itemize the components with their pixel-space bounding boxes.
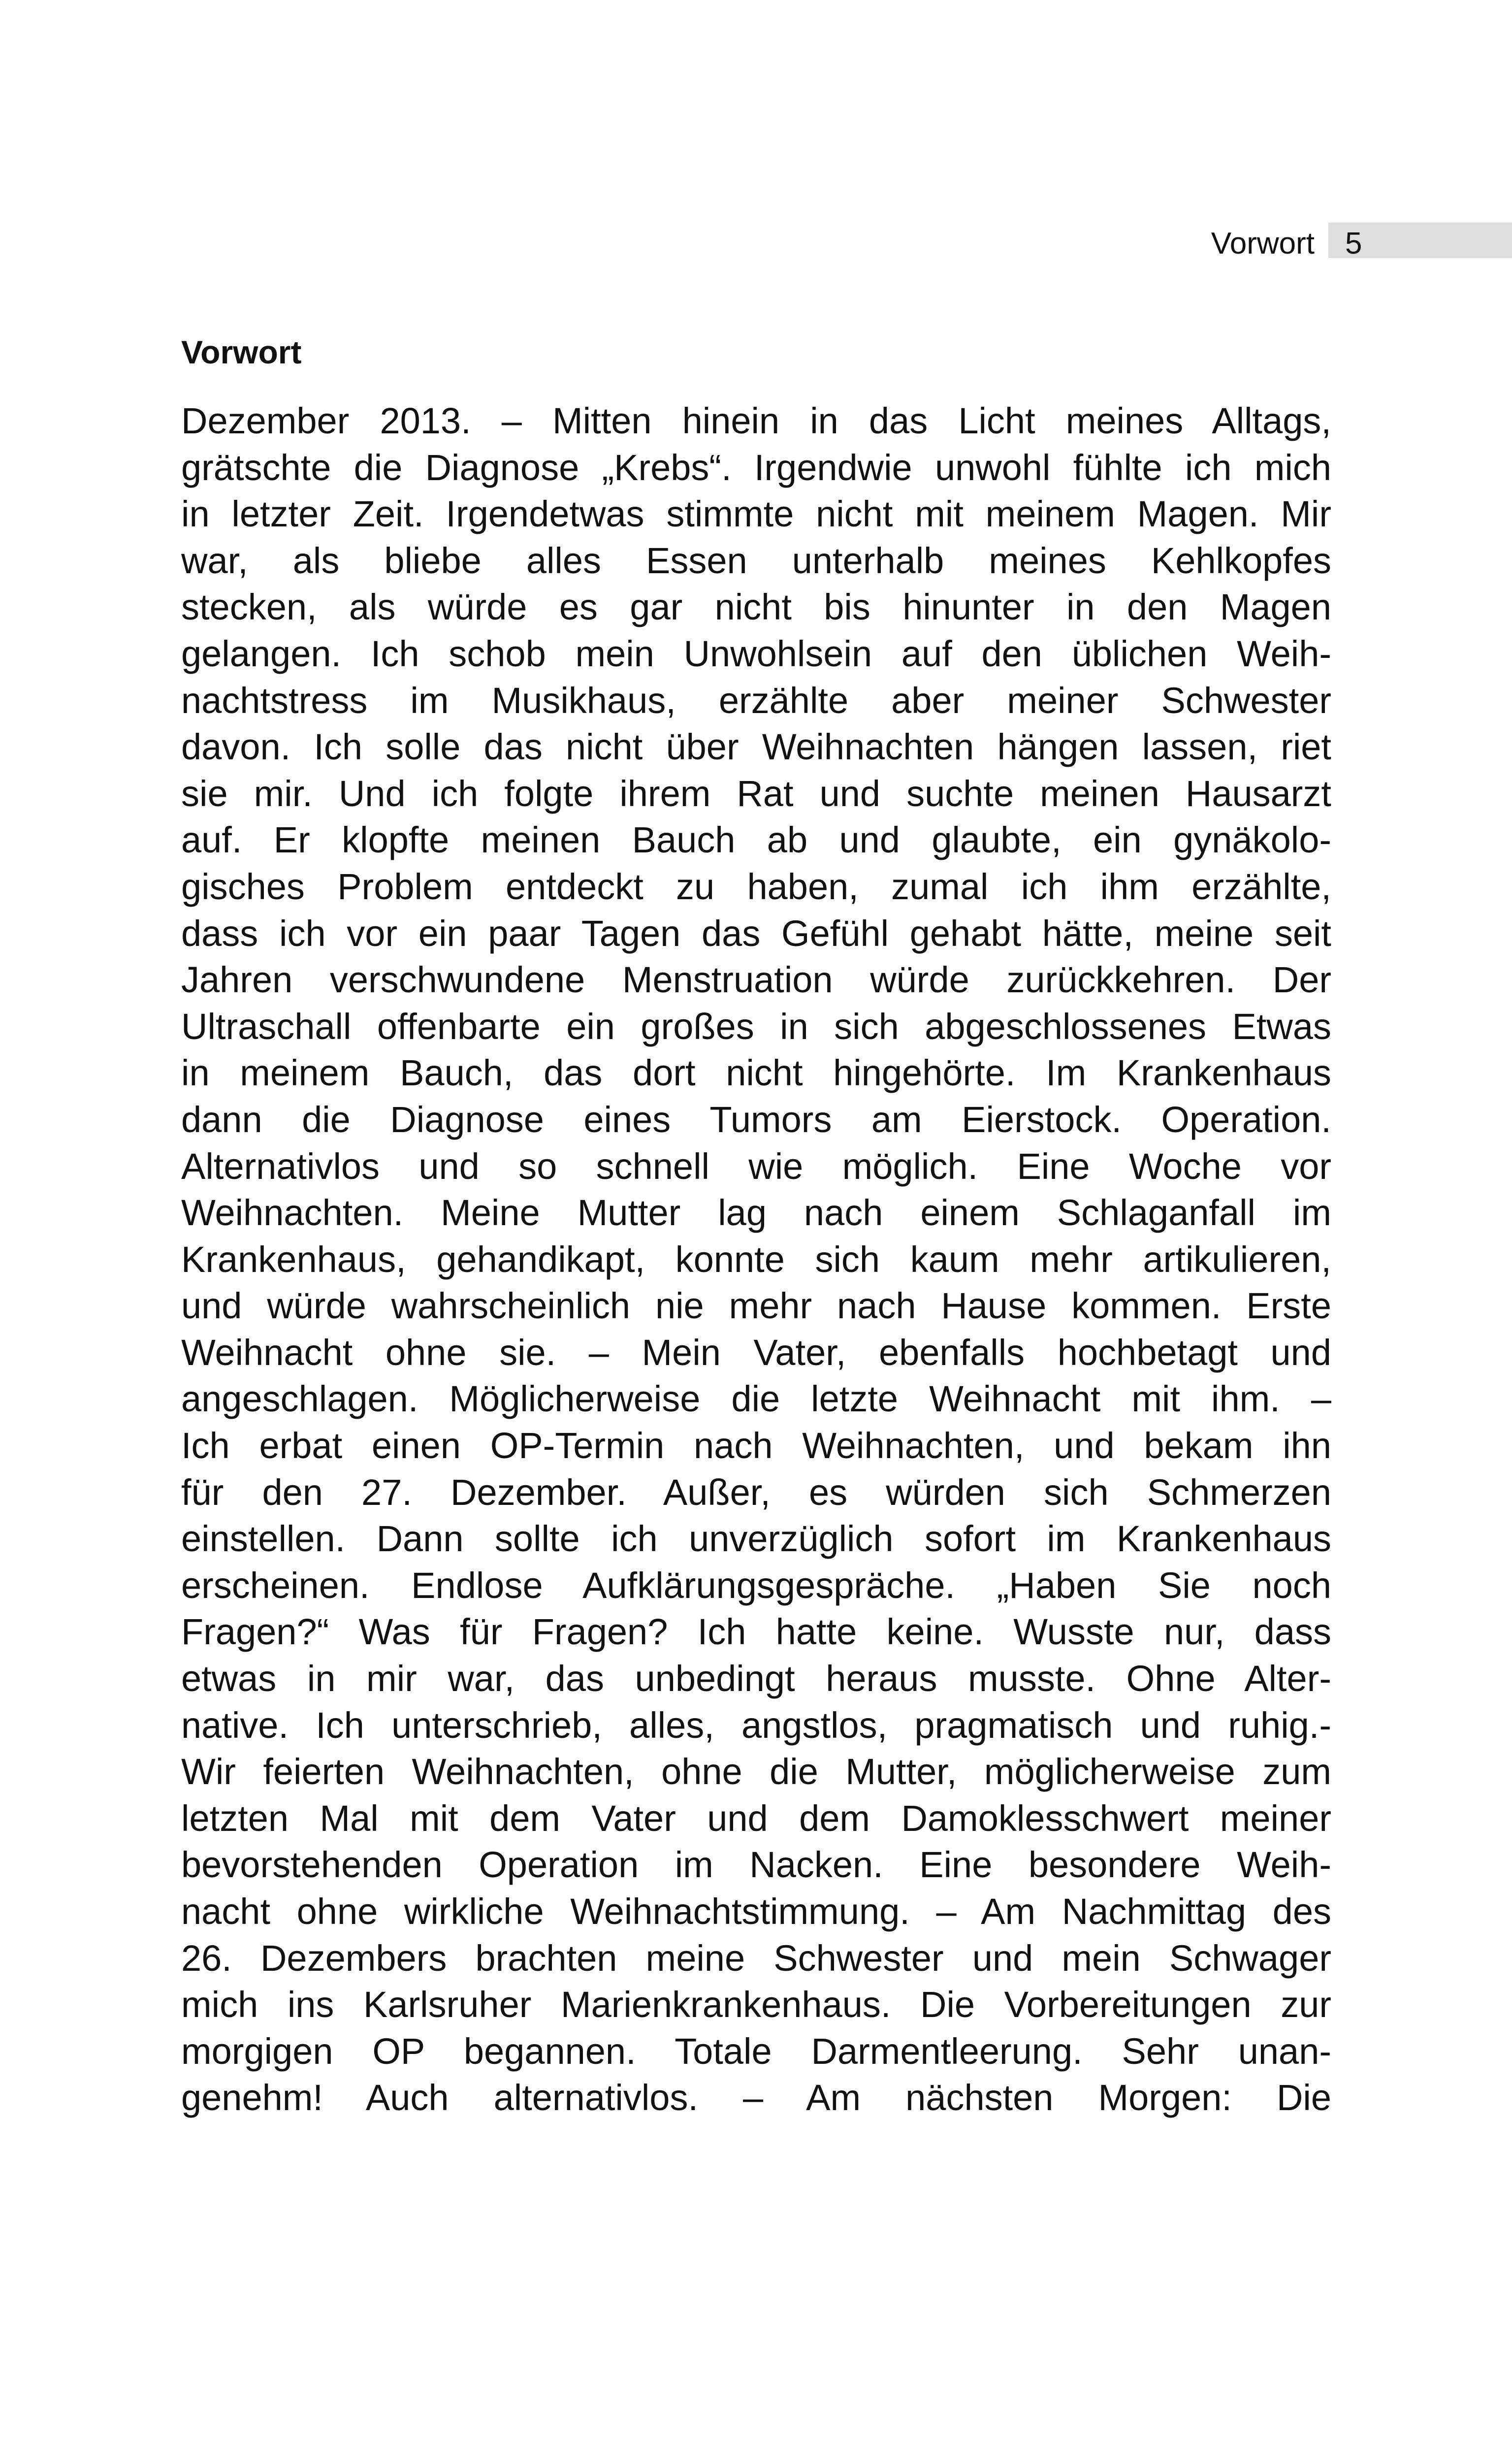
text-line: erscheinen. Endlose Aufklärungsgespräche. „Haben Sie noch <box>181 1564 1331 1606</box>
text-line: letzten Mal mit dem Vater und dem Damoklesschwert meiner <box>181 1797 1331 1839</box>
text-line: 26. Dezembers brachten meine Schwester und mein Schwager <box>181 1937 1331 1979</box>
text-line: für den 27. Dezember. Außer, es würden sich Schmerzen <box>181 1471 1331 1513</box>
text-line: davon. Ich solle das nicht über Weihnachten hängen lassen, riet <box>181 726 1331 768</box>
text-line: dann die Diagnose eines Tumors am Eierstock. Operation. <box>181 1099 1331 1140</box>
text-line: war, als bliebe alles Essen unterhalb meines Kehlkopfes <box>181 540 1331 581</box>
running-header <box>0 223 1512 263</box>
text-line: in letzter Zeit. Irgendetwas stimmte nicht mit meinem Magen. Mir <box>181 493 1331 535</box>
running-header-title: Vorwort <box>1211 227 1315 261</box>
text-line: bevorstehenden Operation im Nacken. Eine besondere Weih- <box>181 1844 1331 1886</box>
body-text <box>181 398 1331 2121</box>
text-line: angeschlagen. Möglicherweise die letzte Weihnacht mit ihm. – <box>181 1378 1331 1420</box>
text-line: native. Ich unterschrieb, alles, angstlos, pragmatisch und ruhig.- <box>181 1704 1331 1746</box>
text-line: etwas in mir war, das unbedingt heraus musste. Ohne Alter- <box>181 1658 1331 1699</box>
text-line: Alternativlos und so schnell wie möglich. Eine Woche vor <box>181 1145 1331 1187</box>
text-line: Krankenhaus, gehandikapt, konnte sich kaum mehr artikulieren, <box>181 1238 1331 1280</box>
text-line: mich ins Karlsruher Marienkrankenhaus. Die Vorbereitungen zur <box>181 1984 1331 2025</box>
text-line: Wir feierten Weihnachten, ohne die Mutter, möglicherweise zum <box>181 1751 1331 1792</box>
text-line: nachtstress im Musikhaus, erzählte aber meiner Schwester <box>181 680 1331 721</box>
section-heading: Vorwort <box>181 334 302 370</box>
text-line: in meinem Bauch, das dort nicht hingehörte. Im Krankenhaus <box>181 1052 1331 1094</box>
text-line: Dezember 2013. – Mitten hinein in das Licht meines Alltags, <box>181 400 1331 441</box>
text-line: auf. Er klopfte meinen Bauch ab und glaubte, ein gynäkolo- <box>181 819 1331 861</box>
text-line: Weihnachten. Meine Mutter lag nach einem Schlaganfall im <box>181 1192 1331 1234</box>
text-line: und würde wahrscheinlich nie mehr nach Hause kommen. Erste <box>181 1285 1331 1327</box>
text-line: nacht ohne wirkliche Weihnachtstimmung. – Am Nachmittag des <box>181 1891 1331 1932</box>
text-line: dass ich vor ein paar Tagen das Gefühl gehabt hätte, meine seit <box>181 912 1331 954</box>
text-line: morgigen OP begannen. Totale Darmentleerung. Sehr unan- <box>181 2030 1331 2072</box>
text-line: Weihnacht ohne sie. – Mein Vater, ebenfalls hochbetagt und <box>181 1332 1331 1373</box>
text-line: einstellen. Dann sollte ich unverzüglich sofort im Krankenhaus <box>181 1518 1331 1560</box>
text-line: sie mir. Und ich folgte ihrem Rat und suchte meinen Hausarzt <box>181 773 1331 814</box>
text-line: grätschte die Diagnose „Krebs“. Irgendwie unwohl fühlte ich mich <box>181 447 1331 488</box>
text-line: Jahren verschwundene Menstruation würde zurückkehren. Der <box>181 959 1331 1001</box>
page-number-box <box>1328 223 1512 261</box>
text-line: stecken, als würde es gar nicht bis hinunter in den Magen <box>181 586 1331 628</box>
text-line: gelangen. Ich schob mein Unwohlsein auf den üblichen Weih- <box>181 633 1331 674</box>
page-number: 5 <box>1345 227 1362 261</box>
text-line: Ich erbat einen OP-Termin nach Weihnachten, und bekam ihn <box>181 1425 1331 1466</box>
text-line: Fragen?“ Was für Fragen? Ich hatte keine. Wusste nur, dass <box>181 1611 1331 1653</box>
text-line: gisches Problem entdeckt zu haben, zumal ich ihm erzählte, <box>181 866 1331 907</box>
text-line: genehm! Auch alternativlos. – Am nächsten Morgen: Die <box>181 2077 1331 2118</box>
text-line: Ultraschall offenbarte ein großes in sich abgeschlossenes Etwas <box>181 1006 1331 1047</box>
